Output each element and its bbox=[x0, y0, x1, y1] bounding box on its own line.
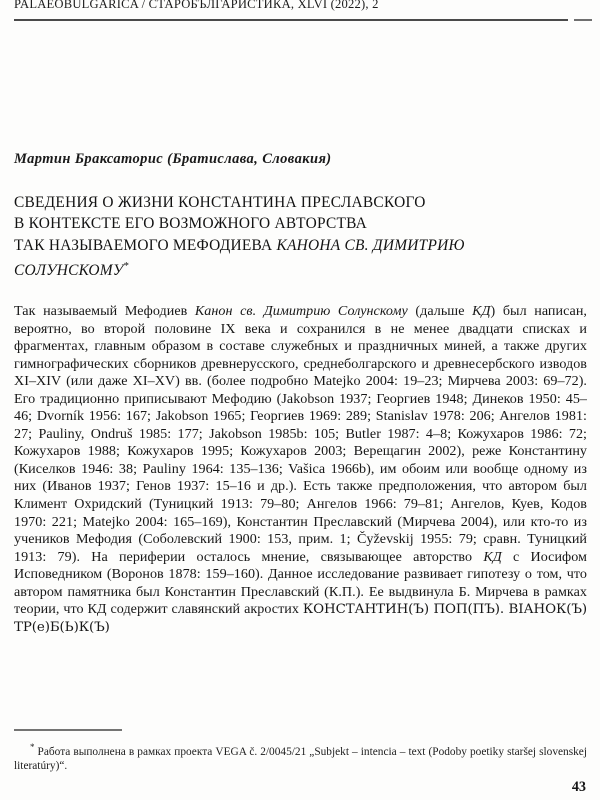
header-rule-tick bbox=[574, 19, 592, 21]
title-line-3 bbox=[14, 235, 586, 256]
body-seg-8-acrostic: КОНСТАНТИН(Ъ) ПОП(ПЪ). ВІАНОК(Ъ) ТР(е)Б(Ь)К(Ъ) bbox=[14, 602, 587, 635]
body-seg-7: с Иосифом Исповедником (Воронов 1878: 159–160). Данное исследование развивает гипотезу о том, что автором памятника был Константин Преславский (К.П.). Ее выдвинула Б. Мирчева в рамках теории, что КД содержит славянский акростих bbox=[14, 548, 587, 618]
title-line-4-italic: СОЛУНСКОМУ bbox=[14, 262, 124, 280]
running-head: PALAEOBULGARICA / СТАРОБЪЛГАРИСТИКА, XLVI (2022), 2 bbox=[14, 0, 379, 11]
footnote-paragraph bbox=[14, 740, 587, 773]
title-line-2: В КОНТЕКСТЕ ЕГО ВОЗМОЖНОГО АВТОРСТВА bbox=[14, 215, 368, 233]
body-seg-1: Так называемый Мефодиев bbox=[14, 303, 195, 319]
body-seg-4-abbrev: КД bbox=[472, 303, 491, 319]
body-seg-3: (дальше bbox=[407, 303, 473, 319]
header-rule bbox=[14, 19, 568, 21]
page-number: 43 bbox=[571, 779, 586, 795]
title-footnote-marker: * bbox=[123, 259, 130, 272]
article-title bbox=[14, 192, 586, 281]
body-seg-6-abbrev: КД bbox=[483, 548, 502, 565]
footnote-marker: * bbox=[30, 742, 35, 752]
footnote-separator-rule bbox=[14, 729, 122, 731]
author-affiliation-line: Мартин Браксаторис (Братислава, Словакия) bbox=[14, 151, 332, 167]
title-line-3-italic: КАНОНА СВ. ДИМИТРИЮ bbox=[276, 236, 465, 254]
footnote-text: Работа выполнена в рамках проекта VEGA č. 2/0045/21 „Subjekt – intencia – text (Podoby poetiky staršej slovenskej literatúry)“. bbox=[14, 745, 587, 773]
title-line-4 bbox=[14, 256, 586, 281]
title-line-1: СВЕДЕНИЯ О ЖИЗНИ КОНСТАНТИНА ПРЕСЛАВСКОГО bbox=[14, 194, 426, 211]
footnote bbox=[14, 740, 587, 773]
body-seg-5: ) был написан, вероятно, во второй половине IX века и сохранился в не менее двадцати списках и фрагментах, главным образом в составе служебных и праздничных миней, а также других гимнографических сборников древнерусского, среднеболгарского и древнесербского изводов XI–XIV (или даже XI–XV) вв. (более подробно Matejko 2004: 19–23; Мирчева 2003: 69–72). Его традиционно приписывают Мефодию (Jakobson 1937; Георгиев 1948; Динеков 1950: 45–46; Dvorník 1956: 167; Jakobson 1965; Георгиев 1969: 289; Stanislav 1978: 206; Ангелов 1981: 27; Pauliny, Ondruš 1985: 177; Jakobson 1985b: 105; Butler 1987: 4–8; Кожухаров 1986: 72; Кожухаров 1988; Кожухаров 1995; Кожухаров 2003; Верещагин 2002), реже Константину (Киселков 1946: 38; Pauliny 1964: 135–136; Vašica 1966b), им обоим или вообще одному из них (Иванов 1937; Генов 1937: 15–16 и др.). Есть также предположения, что автором был Климент Охридский (Туницкий 1913: 79–80; Ангелов 1966: 79–81; Ангелов, Куев, Кодов 1970: 221; Matejko 2004: 165–169), Константин Преславский (Мирчева 2004), или кто-то из учеников Мефодия (Соболевский 1900: 153, прим. 1; Čyževskij 1955: 79; сравн. Туницкий 1913: 79). На периферии осталось мнение, связывающее авторство bbox=[14, 303, 587, 565]
opening-paragraph bbox=[14, 303, 587, 636]
body-seg-2-work-title: Канон св. Димитрию Солунскому bbox=[194, 303, 408, 319]
body-text bbox=[14, 303, 587, 636]
title-line-3-plain: ТАК НАЗЫВАЕМОГО МЕФОДИЕВА bbox=[14, 236, 277, 254]
